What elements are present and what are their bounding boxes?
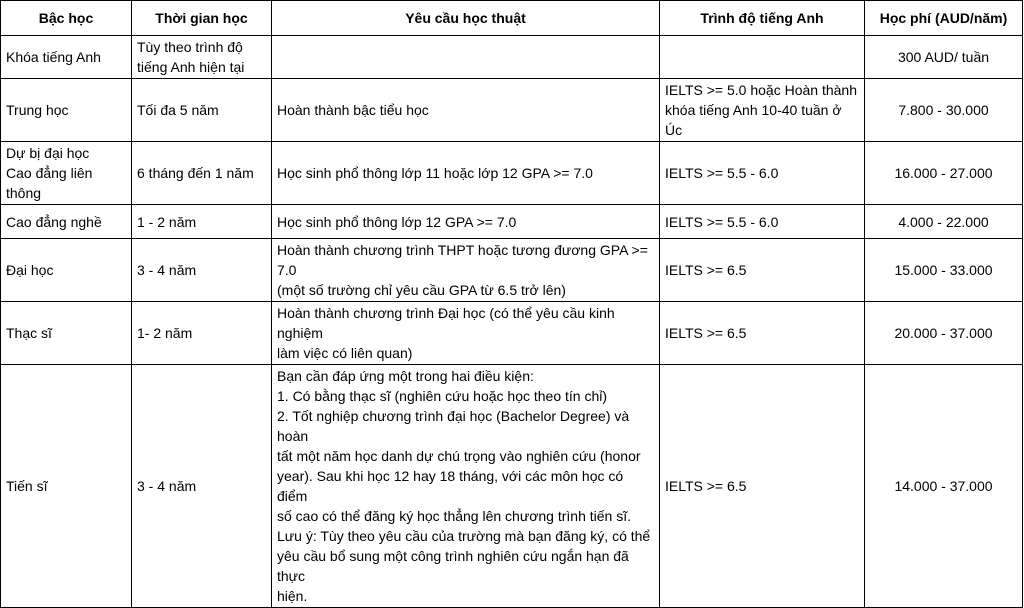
cell-level [1, 365, 132, 608]
cell-text-line: tất một năm học danh dự chú trọng vào nghiên cứu (honor [277, 448, 641, 464]
cell-duration [132, 36, 272, 79]
header-tuition-fee: Học phí (AUD/năm) [865, 1, 1023, 36]
cell-text-line: khóa tiếng Anh 10-40 tuần ở Úc [665, 102, 842, 138]
cell-english-level [660, 205, 865, 239]
cell-duration [132, 239, 272, 302]
cell-text-line: tiếng Anh hiện tại [137, 59, 245, 75]
cell-text-line: IELTS >= 5.0 hoặc Hoàn thành [665, 82, 857, 98]
cell-duration [132, 302, 272, 365]
cell-academic-requirements [272, 365, 660, 608]
cell-level [1, 239, 132, 302]
header-academic-requirements: Yêu cầu học thuật [272, 1, 660, 36]
cell-text-line: year). Sau khi học 12 hay 18 tháng, với các môn học có điểm [277, 468, 624, 504]
cell-tuition-fee: 4.000 - 22.000 [865, 205, 1023, 239]
cell-text-line: 1 - 2 năm [137, 213, 197, 230]
table-header-row [1, 1, 1023, 36]
cell-academic-requirements [272, 302, 660, 365]
cell-text-line: làm việc có liên quan) [277, 345, 413, 361]
cell-text-line: Hoàn thành chương trình THPT hoặc tương đương GPA >= 7.0 [277, 242, 648, 278]
cell-text-line: Khóa tiếng Anh [6, 49, 101, 65]
cell-level [1, 142, 132, 205]
cell-tuition-fee: 15.000 - 33.000 [865, 239, 1023, 302]
table-row [1, 36, 1023, 79]
cell-text-line: Cao đẳng liên thông [6, 165, 93, 201]
table-row [1, 365, 1023, 608]
cell-text-line: Tiến sĩ [6, 478, 48, 494]
cell-text-line: IELTS >= 6.5 [665, 478, 747, 494]
cell-academic-requirements [272, 36, 660, 79]
cell-academic-requirements [272, 239, 660, 302]
cell-text-line: IELTS >= 5.5 - 6.0 [665, 165, 779, 181]
cell-duration [132, 79, 272, 142]
cell-tuition-fee: 20.000 - 37.000 [865, 302, 1023, 365]
cell-text-line: IELTS >= 6.5 [665, 325, 747, 341]
table-row [1, 79, 1023, 142]
cell-text-line: Tối đa 5 năm [137, 102, 219, 118]
cell-text-line: IELTS >= 6.5 [665, 262, 747, 278]
cell-level [1, 79, 132, 142]
cell-text-line: Thạc sĩ [6, 325, 52, 341]
table-row [1, 142, 1023, 205]
cell-text-line: Học sinh phổ thông lớp 11 hoặc lớp 12 GPA >= 7.0 [277, 165, 593, 181]
cell-level [1, 36, 132, 79]
cell-text-line: Hoàn thành bậc tiểu học [277, 102, 429, 118]
cell-duration [132, 365, 272, 608]
cell-text-line: 6 tháng đến 1 năm [137, 165, 254, 181]
header-english-level: Trình độ tiếng Anh [660, 1, 865, 36]
cell-english-level [660, 79, 865, 142]
cell-english-level [660, 36, 865, 79]
cell-text-line: Tùy theo trình độ [137, 39, 243, 55]
cell-duration [132, 205, 272, 239]
cell-tuition-fee: 300 AUD/ tuần [865, 36, 1023, 79]
cell-academic-requirements [272, 79, 660, 142]
cell-tuition-fee: 7.800 - 30.000 [865, 79, 1023, 142]
table-row [1, 205, 1023, 239]
cell-text-line: Dự bị đại học [6, 145, 90, 161]
cell-text-line: Hoàn thành chương trình Đại học (có thể yêu cầu kinh nghiệm [277, 305, 615, 341]
cell-english-level [660, 142, 865, 205]
cell-english-level [660, 239, 865, 302]
cell-text-line: IELTS >= 5.5 - 6.0 [665, 213, 779, 230]
cell-text-line: Học sinh phổ thông lớp 12 GPA >= 7.0 [277, 213, 517, 230]
table-row [1, 302, 1023, 365]
cell-english-level [660, 302, 865, 365]
cell-text-line: 3 - 4 năm [137, 478, 197, 494]
cell-tuition-fee: 16.000 - 27.000 [865, 142, 1023, 205]
table-row [1, 239, 1023, 302]
cell-text-line: 1- 2 năm [137, 325, 193, 341]
cell-text-line: 1. Có bằng thạc sĩ (nghiên cứu hoặc học theo tín chỉ) [277, 388, 608, 404]
cell-academic-requirements [272, 205, 660, 239]
cell-text-line: (một số trường chỉ yêu cầu GPA từ 6.5 trở lên) [277, 282, 566, 298]
cell-tuition-fee: 14.000 - 37.000 [865, 365, 1023, 608]
cell-text-line: Bạn cần đáp ứng một trong hai điều kiện: [277, 368, 534, 384]
table-body [1, 36, 1023, 608]
cell-text-line: Trung học [6, 102, 69, 118]
cell-text-line: Lưu ý: Tùy theo yêu cầu của trường mà bạn đăng ký, có thể [277, 528, 651, 544]
cell-text-line: 2. Tốt nghiệp chương trình đại học (Bachelor Degree) và hoàn [277, 408, 630, 444]
cell-text-line: Cao đẳng nghề [6, 213, 102, 230]
header-duration: Thời gian học [132, 1, 272, 36]
cell-text-line: hiện. [277, 588, 308, 604]
cell-text-line: số cao có thể đăng ký học thẳng lên chương trình tiến sĩ. [277, 508, 631, 524]
cell-level [1, 205, 132, 239]
cell-level [1, 302, 132, 365]
cell-duration [132, 142, 272, 205]
cell-english-level [660, 365, 865, 608]
cell-academic-requirements [272, 142, 660, 205]
cell-text-line: 3 - 4 năm [137, 262, 197, 278]
cell-text-line: yêu cầu bổ sung một công trình nghiên cứu ngắn hạn đã thực [277, 548, 629, 584]
header-level: Bậc học [1, 1, 132, 36]
cell-text-line: Đại học [6, 262, 54, 278]
